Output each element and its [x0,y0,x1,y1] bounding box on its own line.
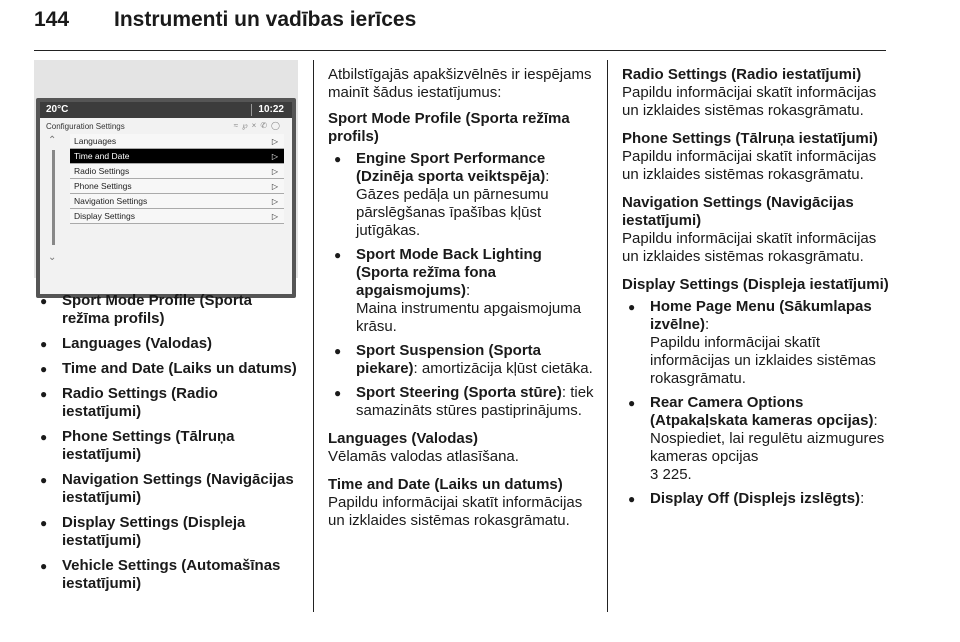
steering-title: Sport Steering (Sporta stūre) [356,384,562,401]
list-item: ● Sport Steering (Sporta stūre): tiek samazināts stūres pastiprinājums. [328,384,598,420]
scrollbar[interactable] [52,150,55,245]
menu-item-label: Time and Date [74,151,130,161]
list-item: ● Engine Sport Performance (Dzinēja sporta veiktspēja): Gāzes pedāļa un pārnesumu pārslēgšanas īpašības kļūst jutīgākas. [328,150,598,240]
status-bar [40,102,292,118]
home-page-title: Home Page Menu (Sākumlapas izvēlne) [650,298,872,333]
menu-item-display-settings[interactable] [70,209,284,224]
column-divider-left [313,60,314,612]
list-item: ● Sport Suspension (Sporta piekare): amortizācija kļūst cietāka. [328,342,598,378]
clock-readout: 10:22 [258,104,284,115]
home-page-desc: Papildu informācijai skatīt informācijas un izklaides sistēmas rokasgrāmatu. [650,334,876,387]
header-rule [34,50,886,51]
phone-heading: Phone Settings (Tālruņa iestatījumi) [622,130,878,147]
list-item: ● Languages (Valodas) [34,335,300,353]
column-divider-right [607,60,608,612]
list-item: ● Navigation Settings (Navigācijas iestatījumi) [34,471,300,507]
chevron-right-icon: ▷ [271,152,278,161]
menu-item-time-and-date[interactable] [70,149,284,164]
page-reference: 3 225. [650,466,692,483]
settings-icon: ◯ [271,121,284,130]
chevron-right-icon: ▷ [271,197,278,206]
list-item: ● Display Settings (Displeja iestatījumi) [34,514,300,550]
middle-column [328,66,598,530]
radio-desc: Papildu informācijai skatīt informācijas un izklaides sistēmas rokasgrāmatu. [622,84,877,119]
list-item: ● Time and Date (Laiks un datums) [34,360,300,378]
suspension-desc: amortizācija kļūst cietāka. [421,360,593,377]
list-item: ● Vehicle Settings (Automašīnas iestatījumi) [34,557,300,593]
list-item: ● Phone Settings (Tālruņa iestatījumi) [34,428,300,464]
time-date-desc: Papildu informācijai skatīt informācijas un izklaides sistēmas rokasgrāmatu. [328,494,583,529]
menu-item-label: Radio Settings [74,166,130,176]
chevron-right-icon: ▷ [271,212,278,221]
list-item: ● Sport Mode Back Lighting (Sporta režīma fona apgaismojums): Maina instrumentu apgaismojuma krāsu. [328,246,598,336]
intro-text: Atbilstīgajās apakšizvēlnēs ir iespējams mainīt šādus iestatījumus: [328,66,592,101]
suspension-title: Sport Suspension (Sporta piekare) [356,342,542,377]
list-item: ● Home Page Menu (Sākumlapas izvēlne): Papildu informācijai skatīt informācijas un izklaides sistēmas rokasgrāmatu. [622,298,892,388]
phone-icon: ✆ [260,121,272,130]
mute-icon: × [251,121,261,130]
signal-icon: ≈ [233,121,243,130]
page-header [34,4,886,44]
menu-item-languages[interactable] [70,134,284,149]
menu-item-label: Languages [74,136,117,146]
bluetooth-icon: ℘ [242,121,252,130]
display-settings-list [622,298,892,508]
engine-desc: Gāzes pedāļa un pārnesumu pārslēgšanas īpašības kļūst jutīgākas. [356,186,549,239]
scroll-up-icon[interactable]: ⌃ [48,135,57,146]
sport-mode-list [328,150,598,420]
steering-desc: tiek samazināts stūres pastiprinājums. [356,384,594,419]
menu-item-phone-settings[interactable] [70,179,284,194]
radio-heading: Radio Settings (Radio iestatījumi) [622,66,862,83]
display-heading: Display Settings (Displeja iestatījumi) [622,276,889,293]
menu-item-radio-settings[interactable] [70,164,284,179]
list-item: ● Sport Mode Profile (Sporta režīma profils) [34,292,300,328]
screen-title: Configuration Settings [46,122,125,131]
engine-title: Engine Sport Performance (Dzinēja sporta veiktspēja) [356,150,546,185]
backlight-title: Sport Mode Back Lighting (Sporta režīma fona apgaismojums) [356,246,542,299]
languages-heading: Languages (Valodas) [328,430,479,447]
time-date-heading: Time and Date (Laiks un datums) [328,476,563,493]
infotainment-screen [36,98,296,298]
languages-desc: Vēlamās valodas atlasīšana. [328,448,519,465]
rear-camera-title: Rear Camera Options (Atpakaļskata kameras opcijas) [650,394,874,429]
display-off-title: Display Off (Displejs izslēgts) [650,490,861,507]
menu-item-label: Display Settings [74,211,135,221]
temperature-readout: 20°C [46,104,69,115]
status-icons [234,121,284,130]
scroll-down-icon[interactable]: ⌄ [48,252,57,263]
settings-overview-list [34,292,300,600]
right-column [622,66,892,508]
list-item: ● Radio Settings (Radio iestatījumi) [34,385,300,421]
menu-item-navigation-settings[interactable] [70,194,284,209]
chevron-right-icon: ▷ [271,137,278,146]
navigation-heading: Navigation Settings (Navigācijas iestatījumi) [622,194,854,229]
page-number: 144 [34,8,70,31]
list-item: ● Rear Camera Options (Atpakaļskata kameras opcijas): Nospiediet, lai regulētu aizmugures kameras opcijas 3 225. [622,394,892,484]
settings-screen-figure [34,60,298,278]
chevron-right-icon: ▷ [271,182,278,191]
status-separator [251,104,252,116]
sport-mode-heading: Sport Mode Profile (Sporta režīma profils) [328,110,570,145]
menu-item-label: Phone Settings [74,181,132,191]
navigation-desc: Papildu informācijai skatīt informācijas un izklaides sistēmas rokasgrāmatu. [622,230,877,265]
settings-menu [70,134,284,224]
rear-camera-desc: Nospiediet, lai regulētu aizmugures kameras opcijas [650,430,885,465]
list-item: ● Display Off (Displejs izslēgts): [622,490,892,508]
chevron-right-icon: ▷ [271,167,278,176]
page-title: Instrumenti un vadības ierīces [114,8,417,31]
menu-item-label: Navigation Settings [74,196,148,206]
phone-desc: Papildu informācijai skatīt informācijas un izklaides sistēmas rokasgrāmatu. [622,148,877,183]
backlight-desc: Maina instrumentu apgaismojuma krāsu. [356,300,582,335]
